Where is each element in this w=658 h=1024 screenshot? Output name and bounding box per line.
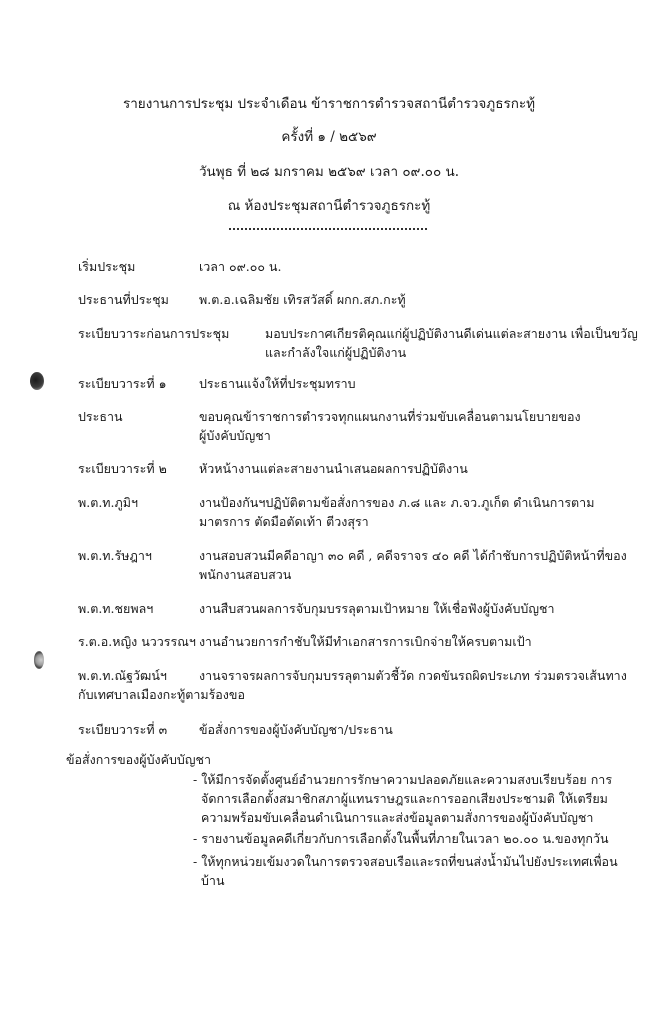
- officer-1-report: มาตรการ ตัดมือตัดเท้า ตีวงสุรา: [199, 514, 369, 529]
- officer-1-label: พ.ต.ท.ภูมิฯ: [78, 495, 139, 510]
- pre-agenda-value: มอบประกาศเกียรติคุณแก่ผู้ปฏิบัติงานดีเด่นแต่ละสายงาน เพื่อเป็นขวัญ: [265, 326, 638, 341]
- dotted-divider: [229, 228, 427, 230]
- officer-3-label: พ.ต.ท.ชยพลฯ: [78, 601, 154, 616]
- chair-value: พ.ต.อ.เฉลิมชัย เทิรสวัสดิ์ ผกก.สภ.กะทู้: [199, 292, 406, 307]
- chairman-label: ประธาน: [78, 409, 123, 424]
- officer-5-report: กับเทศบาลเมืองกะทู้ตามร้องขอ: [78, 687, 245, 702]
- officer-3-report: งานสืบสวนผลการจับกุมบรรลุตามเป้าหมาย ให้เชื่อฟังผู้บังคับบัญชา: [199, 601, 555, 616]
- officer-2-report: งานสอบสวนมีคดีอาญา ๓๐ คดี , คดีจราจร ๔๐ คดี ได้กำชับการปฏิบัติหน้าที่ของ: [199, 548, 627, 563]
- chairman-value: ขอบคุณข้าราชการตำรวจทุกแผนกงานที่ร่วมขับเคลื่อนตามนโยบายของ: [199, 409, 581, 424]
- order-item: - ให้ทุกหน่วยเข้มงวดในการตรวจสอบเรือและรถที่ขนส่งน้ำมันไปยังประเทศเพื่อน: [193, 854, 618, 869]
- officer-4-report: งานอำนวยการกำชับให้มีทำเอกสารการเบิกจ่ายให้ครบตามเป้า: [199, 634, 532, 649]
- agenda-3-label: ระเบียบวาระที่ ๓: [78, 722, 168, 737]
- report-title: รายงานการประชุม ประจำเดือน ข้าราชการตำรวจสถานีตำรวจภูธรกะทู้: [122, 96, 536, 112]
- start-value: เวลา ๐๙.๐๐ น.: [199, 259, 282, 274]
- meeting-number: ครั้งที่ ๑ / ๒๕๖๙: [281, 129, 377, 145]
- order-item: - ให้มีการจัดตั้งศูนย์อำนวยการรักษาความปลอดภัยและความสงบเรียบร้อย การ: [193, 772, 613, 787]
- order-item: - รายงานข้อมูลคดีเกี่ยวกับการเลือกตั้งในพื้นที่ภายในเวลา ๒๐.๐๐ น.ของทุกวัน: [193, 831, 609, 846]
- officer-2-label: พ.ต.ท.รัษฎาฯ: [78, 548, 152, 563]
- officer-2-report: พนักงานสอบสวน: [199, 567, 292, 582]
- pre-agenda-label: ระเบียบวาระก่อนการประชุม: [78, 326, 230, 341]
- officer-5-label: พ.ต.ท.ณัฐวัฒน์ฯ: [78, 668, 167, 683]
- officer-1-report: งานป้องกันฯปฏิบัติตามข้อสั่งการของ ภ.๘ และ ภ.จว.ภูเก็ต ดำเนินการตาม: [199, 495, 595, 510]
- agenda-3-value: ข้อสั่งการของผู้บังคับบัญชา/ประธาน: [199, 722, 393, 737]
- order-item: จัดการเลือกตั้งสมาชิกสภาผู้แทนราษฎรและการออกเสียงประชามติ ให้เตรียม: [201, 791, 608, 806]
- agenda-1-label: ระเบียบวาระที่ ๑: [78, 376, 167, 391]
- punch-hole: [30, 372, 44, 390]
- order-item: ความพร้อมขับเคลื่อนดำเนินการและส่งข้อมูลตามสั่งการของผู้บังคับบัญชา: [201, 810, 594, 825]
- punch-hole: [34, 651, 44, 669]
- start-label: เริ่มประชุม: [78, 259, 136, 274]
- agenda-2-label: ระเบียบวาระที่ ๒: [78, 461, 167, 476]
- meeting-date: วันพุธ ที่ ๒๘ มกราคม ๒๕๖๙ เวลา ๐๙.๐๐ น.: [198, 164, 460, 180]
- agenda-1-value: ประธานแจ้งให้ที่ประชุมทราบ: [199, 376, 356, 391]
- meeting-place: ณ ห้องประชุมสถานีตำรวจภูธรกะทู้: [227, 198, 431, 214]
- officer-5-report: งานจราจรผลการจับกุมบรรลุตามตัวชี้วัด กวดขันรถผิดประเภท ร่วมตรวจเส้นทาง: [199, 668, 627, 683]
- chairman-value: ผู้บังคับบัญชา: [199, 428, 271, 443]
- orders-label: ข้อสั่งการของผู้บังคับบัญชา: [66, 752, 211, 767]
- officer-4-label: ร.ต.อ.หญิง นววรรณฯ: [78, 634, 196, 649]
- order-item: บ้าน: [201, 873, 225, 888]
- pre-agenda-value: และกำลังใจแก่ผู้ปฏิบัติงาน: [265, 345, 407, 360]
- chair-label: ประธานที่ประชุม: [78, 292, 169, 307]
- agenda-2-value: หัวหน้างานแต่ละสายงานนำเสนอผลการปฏิบัติงาน: [199, 461, 468, 476]
